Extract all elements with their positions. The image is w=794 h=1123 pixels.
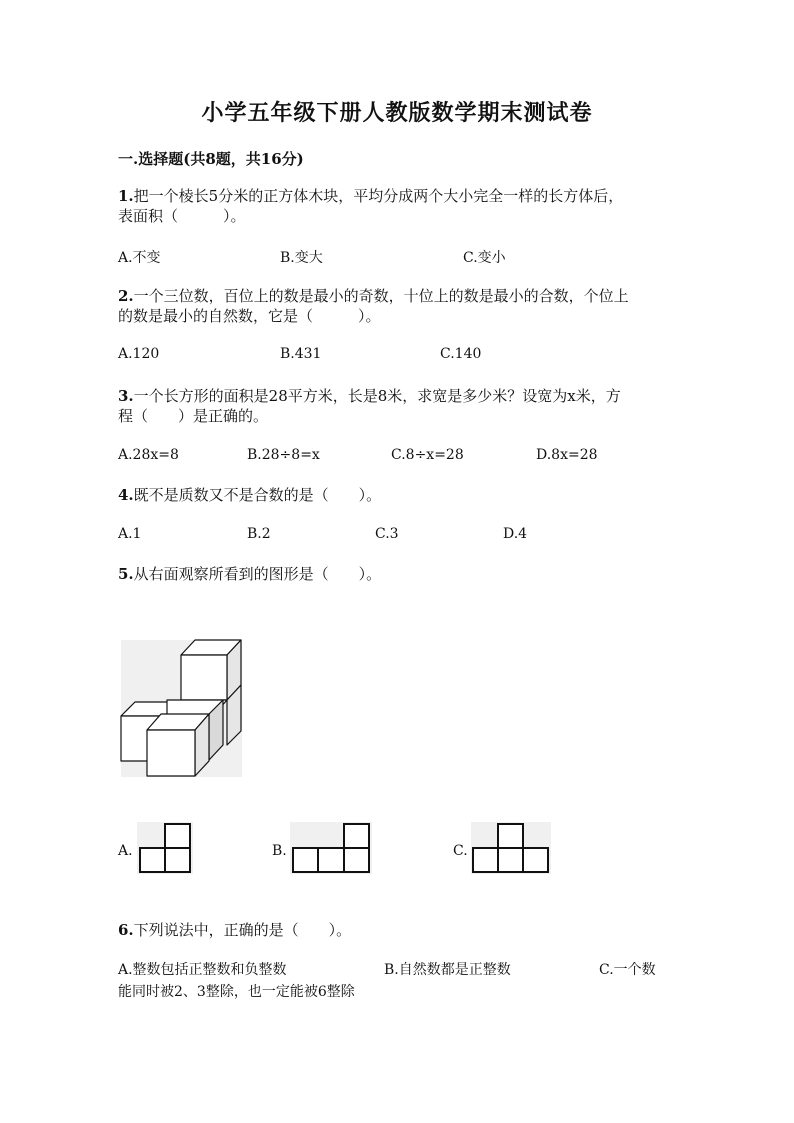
square-block: [318, 848, 344, 872]
option-b[interactable]: B.自然数都是正整数: [384, 962, 511, 978]
option-c[interactable]: C.3: [375, 526, 399, 542]
square-block: [344, 848, 369, 872]
option-a[interactable]: A.: [118, 843, 133, 859]
option-a[interactable]: A.不变: [118, 250, 161, 266]
question-text-line: 一个长方形的面积是28平方米，长是8米，求宽是多少米？设宽为x米，方: [133, 387, 621, 405]
question-5: [118, 564, 381, 584]
option-a[interactable]: A.整数包括正整数和负整数: [118, 962, 287, 978]
option-c-continuation: 能同时被2、3整除，也一定能被6整除: [118, 984, 355, 1000]
square-block: [498, 848, 523, 872]
cube-front-face: [181, 655, 227, 700]
cube-stack-figure: [121, 640, 242, 777]
question-text-line: 表面积（ ）。: [118, 207, 246, 225]
question-4: [118, 485, 381, 505]
question-number: 5.: [118, 565, 134, 583]
square-block: [473, 848, 498, 872]
option-b[interactable]: B.2: [247, 526, 271, 542]
question-text-line: 一个三位数，百位上的数是最小的奇数，十位上的数是最小的合数，个位上: [133, 287, 629, 305]
square-block: [344, 824, 369, 848]
square-block: [165, 848, 190, 872]
question-text-line: 下列说法中，正确的是（ ）。: [133, 921, 352, 939]
option-a[interactable]: A.28x=8: [118, 447, 179, 463]
option-b[interactable]: B.: [272, 843, 287, 859]
cube-front-face: [147, 730, 195, 776]
option-b[interactable]: B.变大: [280, 250, 323, 266]
option-a-figure[interactable]: [137, 822, 193, 874]
option-b[interactable]: B.28÷8=x: [247, 447, 320, 463]
question-1: [118, 186, 623, 226]
option-c[interactable]: C.8÷x=28: [391, 447, 464, 463]
option-b-figure[interactable]: [290, 822, 372, 874]
question-text-line: 的数是最小的自然数，它是（ ）。: [118, 307, 381, 325]
question-number: 6.: [118, 921, 134, 939]
option-d[interactable]: D.4: [503, 526, 528, 542]
question-3: [118, 386, 621, 426]
question-text-line: 既不是质数又不是合数的是（ ）。: [133, 486, 382, 504]
option-d[interactable]: D.8x=28: [536, 447, 598, 463]
square-block: [140, 848, 165, 872]
option-b[interactable]: B.431: [280, 346, 322, 362]
question-text-line: 把一个棱长5分米的正方体木块，平均分成两个大小完全一样的长方体后，: [133, 187, 624, 205]
option-c[interactable]: C.变小: [463, 250, 506, 266]
question-number: 1.: [118, 187, 134, 205]
option-c[interactable]: C.140: [440, 346, 482, 362]
question-number: 3.: [118, 387, 134, 405]
section-heading: 一.选择题(共8题，共16分): [118, 150, 304, 168]
square-block: [498, 824, 523, 848]
question-2: [118, 286, 629, 326]
option-c-figure[interactable]: [471, 822, 551, 874]
option-c[interactable]: C.一个数: [599, 962, 656, 978]
question-text-line: 从右面观察所看到的图形是（ ）。: [133, 565, 382, 583]
square-block: [165, 824, 190, 848]
option-c[interactable]: C.: [453, 843, 468, 859]
question-number: 2.: [118, 287, 134, 305]
square-block: [293, 848, 318, 872]
question-number: 4.: [118, 486, 134, 504]
option-a[interactable]: A.1: [118, 526, 142, 542]
square-block: [523, 848, 548, 872]
question-6: [118, 920, 351, 940]
option-a[interactable]: A.120: [118, 346, 160, 362]
question-text-line: 程（ ）是正确的。: [118, 407, 269, 425]
page-title: 小学五年级下册人教版数学期末测试卷: [201, 100, 593, 126]
